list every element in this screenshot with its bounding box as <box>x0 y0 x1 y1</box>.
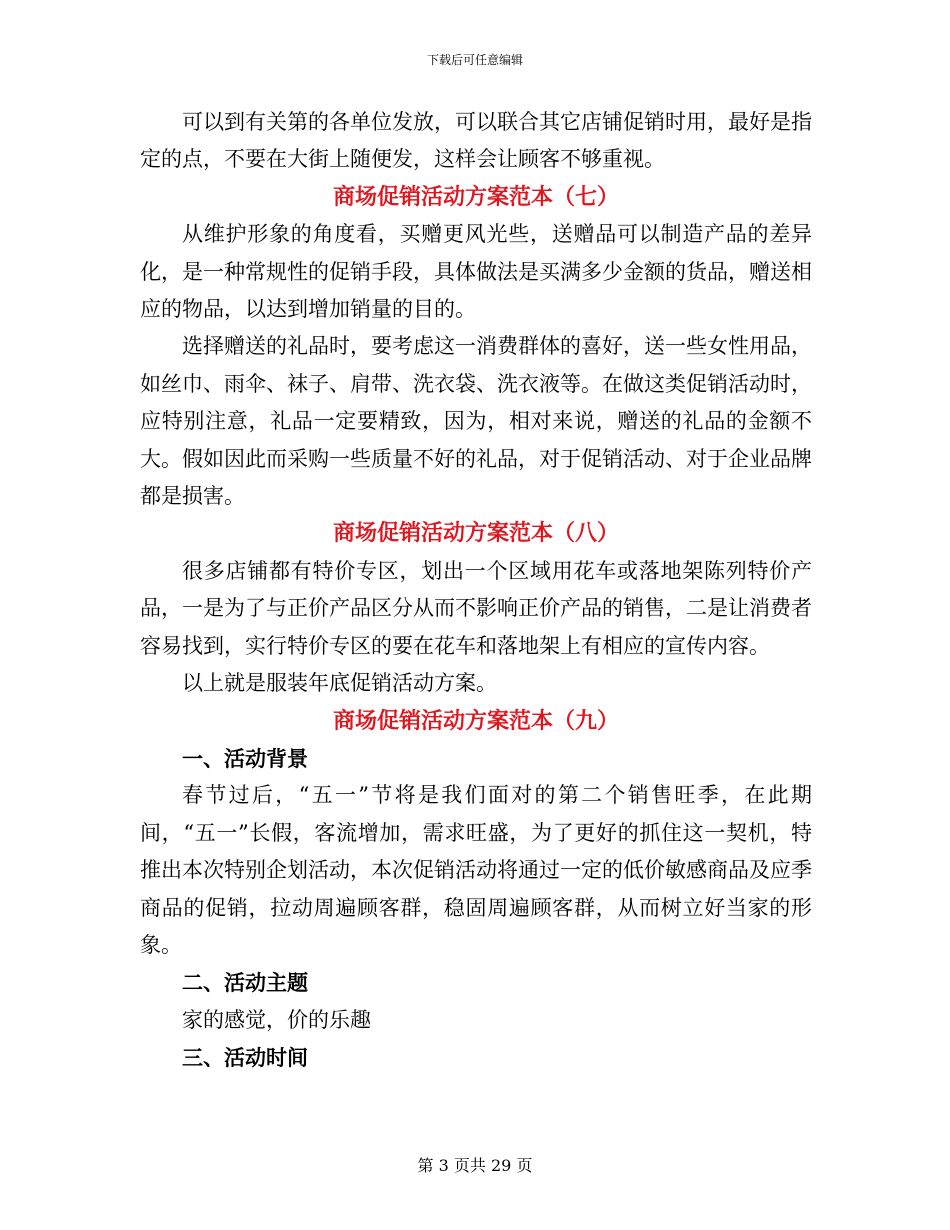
paragraph-7: 家的感觉，价的乐趣 <box>182 1007 371 1032</box>
section-heading-7: 商场促销活动方案范本（七） <box>332 183 619 210</box>
section-heading-8: 商场促销活动方案范本（八） <box>332 520 619 547</box>
subheading-time: 三、活动时间 <box>182 1045 308 1071</box>
paragraph-1: 可以到有关第的各单位发放，可以联合其它店铺促销时用，最好是指定的点，不要在大街上随便发，这样会让顾客不够重视。 <box>140 110 812 172</box>
paragraph-4: 很多店铺都有特价专区，划出一个区域用花车或落地架陈列特价产品，一是为了与正价产品区分从而不影响正价产品的销售，二是让消费者容易找到，实行特价专区的要在花车和落地架上有相应的宣传内容。 <box>140 558 812 658</box>
paragraph-2: 从维护形象的角度看，买赠更风光些，送赠品可以制造产品的差异化，是一种常规性的促销手段，具体做法是买满多少金额的货品，赠送相应的物品，以达到增加销量的目的。 <box>140 222 812 322</box>
section-heading-9: 商场促销活动方案范本（九） <box>332 707 619 734</box>
subheading-theme: 二、活动主题 <box>182 970 308 996</box>
page-header: 下载后可任意编辑 <box>426 53 523 67</box>
paragraph-6: 春节过后，“五一”节将是我们面对的第二个销售旺季，在此期间，“五一”长假，客流增加，需求旺盛，为了更好的抓住这一契机，特推出本次特别企划活动，本次促销活动将通过一定的低价敏感商品及应季商品的促销，拉动周遍顾客群，稳固周遍顾客群，从而树立好当家的形象。 <box>140 783 812 957</box>
paragraph-3: 选择赠送的礼品时，要考虑这一消费群体的喜好，送一些女性用品，如丝巾、雨伞、袜子、肩带、洗衣袋、洗衣液等。在做这类促销活动时，应特别注意，礼品一定要精致，因为，相对来说，赠送的礼品的金额不大。假如因此而采购一些质量不好的礼品，对于促销活动、对于企业品牌都是损害。 <box>140 334 812 509</box>
document-body <box>140 104 812 1077</box>
paragraph-5: 以上就是服装年底促销活动方案。 <box>182 671 497 696</box>
page-footer: 第 3 页共 29 页 <box>417 1156 533 1175</box>
subheading-background: 一、活动背景 <box>182 745 308 771</box>
